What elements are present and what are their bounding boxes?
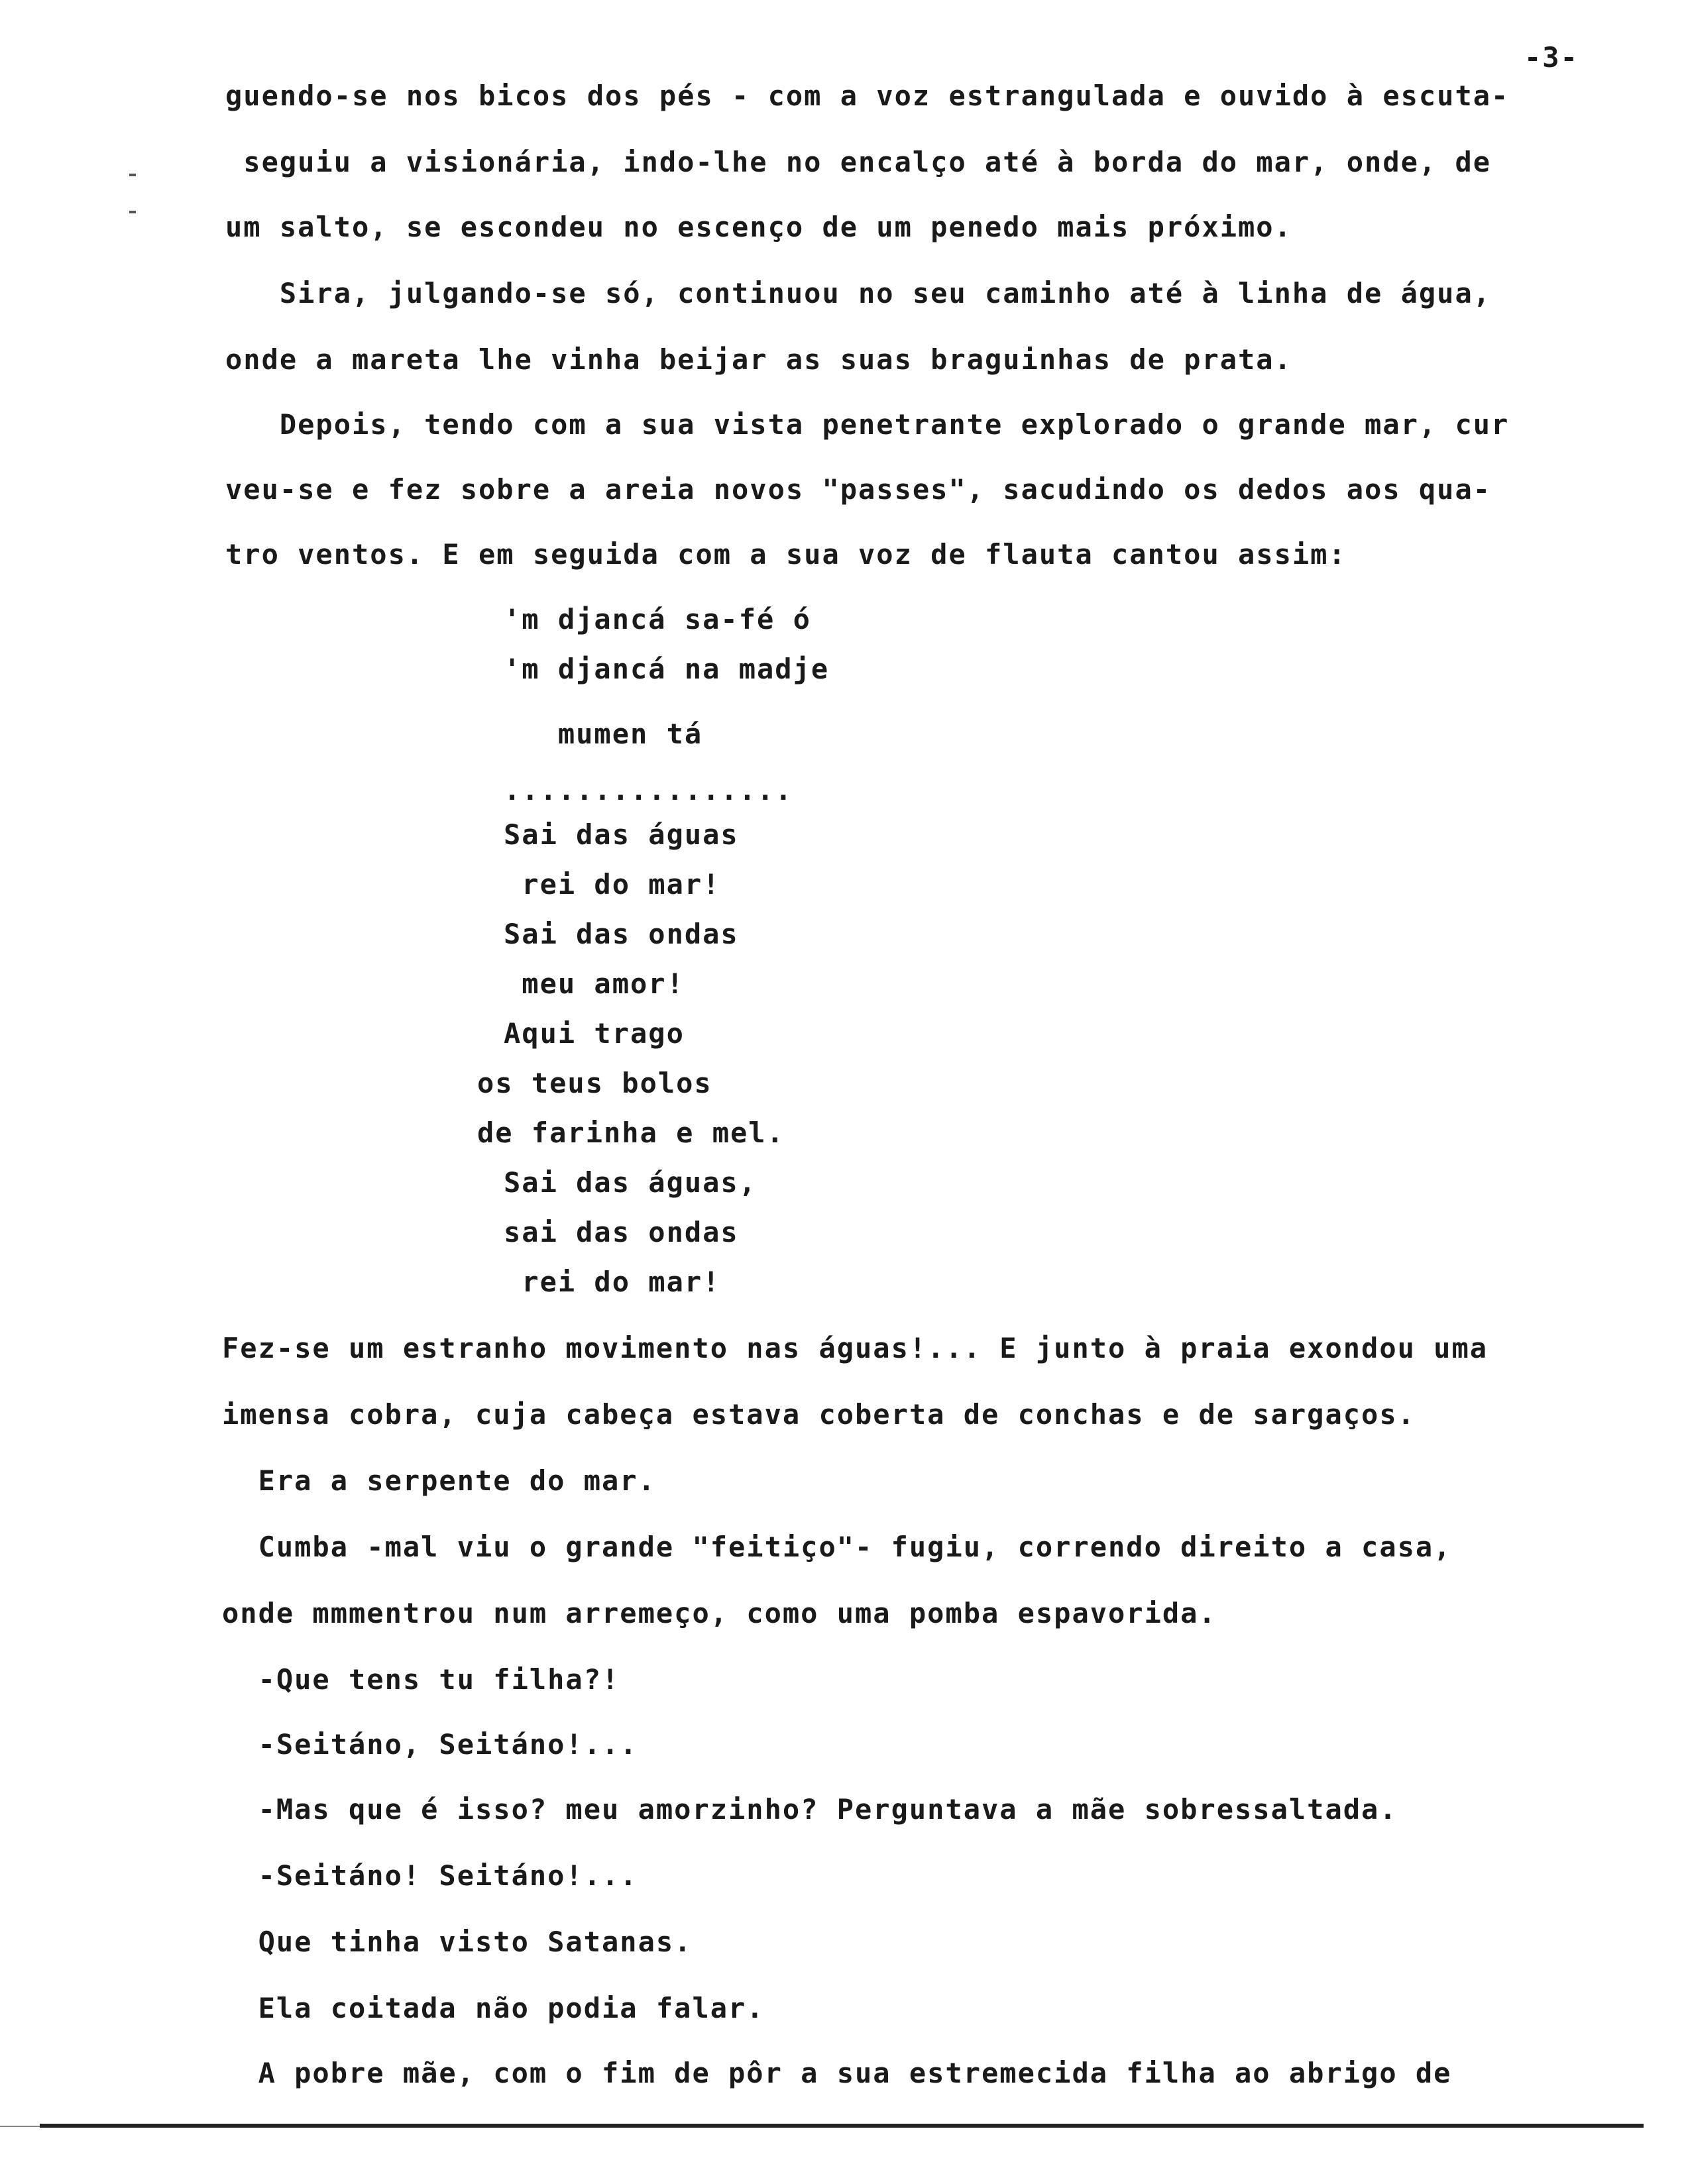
paragraph-line: guendo-se nos bicos dos pés - com a voz estrangulada e ouvido à escuta-: [225, 80, 1510, 112]
verse-line: meu amor!: [504, 967, 685, 1000]
verse-line: sai das ondas: [504, 1216, 739, 1248]
bottom-margin-rule: [40, 2124, 1644, 2128]
paragraph-line: Fez-se um estranho movimento nas águas!... E junto à praia exondou uma: [222, 1332, 1489, 1364]
verse-line: os teus bolos: [477, 1067, 712, 1099]
paragraph-line: onde a mareta lhe vinha beijar as suas braguinhas de prata.: [225, 343, 1292, 376]
paragraph-line: Ela coitada não podia falar.: [222, 1992, 765, 2024]
verse-line: rei do mar!: [504, 1266, 721, 1298]
paragraph-line: -Que tens tu filha?!: [222, 1663, 620, 1696]
paragraph-line: A pobre mãe, com o fim de pôr a sua estremecida filha ao abrigo de: [222, 2057, 1452, 2089]
paragraph-line: -Seitáno, Seitáno!...: [222, 1728, 638, 1761]
margin-mark-2: [129, 211, 136, 213]
paragraph-line: veu-se e fez sobre a areia novos "passes", sacudindo os dedos aos qua-: [225, 473, 1492, 506]
paragraph-line: -Mas que é isso? meu amorzinho? Perguntava a mãe sobressaltada.: [222, 1793, 1398, 1826]
verse-line: 'm djancá na madje: [504, 653, 830, 685]
verse-line: Aqui trago: [504, 1017, 685, 1050]
verse-line: Sai das águas,: [504, 1166, 758, 1199]
paragraph-line: imensa cobra, cuja cabeça estava coberta de conchas e de sargaços.: [222, 1398, 1416, 1431]
paragraph-line: um salto, se escondeu no escenço de um penedo mais próximo.: [225, 211, 1292, 243]
paragraph-line: Sira, julgando-se só, continuou no seu caminho até à linha de água,: [225, 277, 1492, 309]
verse-line: Sai das ondas: [504, 918, 739, 950]
verse-line: de farinha e mel.: [477, 1117, 785, 1149]
verse-line: 'm djancá sa-fé ó: [504, 603, 811, 635]
verse-line: Sai das águas: [504, 818, 739, 851]
paragraph-line: Depois, tendo com a sua vista penetrante explorado o grande mar, cur: [225, 408, 1510, 441]
paragraph-line: seguiu a visionária, indo-lhe no encalço até à borda do mar, onde, de: [225, 146, 1492, 178]
verse-line: ................: [504, 774, 793, 806]
paragraph-line: Que tinha visto Satanas.: [222, 1926, 693, 1958]
paragraph-line: tro ventos. E em seguida com a sua voz de flauta cantou assim:: [225, 538, 1347, 571]
paragraph-line: Cumba -mal viu o grande "feitiço"- fugiu, correndo direito a casa,: [222, 1531, 1452, 1563]
page-number: -3-: [1524, 41, 1579, 74]
verse-line: rei do mar!: [504, 868, 721, 901]
paragraph-line: -Seitáno! Seitáno!...: [222, 1859, 638, 1892]
verse-line: mumen tá: [504, 718, 703, 750]
paragraph-line: onde mmmentrou num arremeço, como uma pomba espavorida.: [222, 1597, 1217, 1629]
paragraph-line: Era a serpente do mar.: [222, 1464, 656, 1497]
margin-mark-1: [129, 174, 136, 176]
